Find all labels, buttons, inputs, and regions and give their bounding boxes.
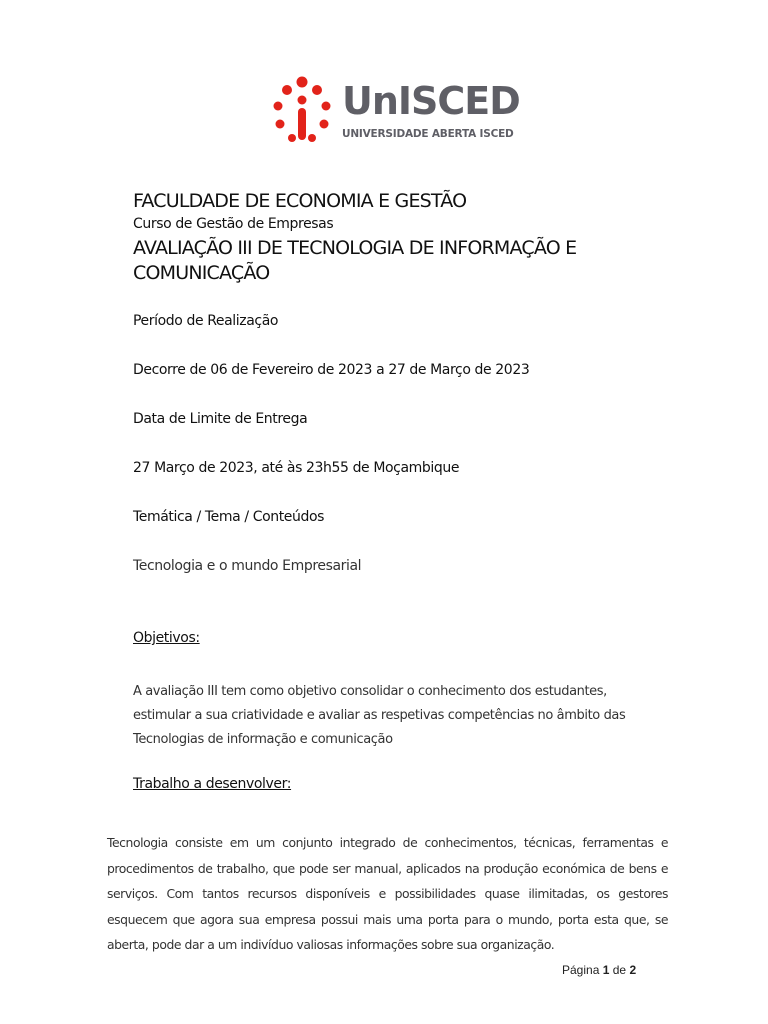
- period-label: Período de Realização: [133, 313, 279, 329]
- work-paragraph: Tecnologia consiste em um conjunto integrado de conhecimentos, técnicas, ferramentas e procedimentos de trabalho, que pode ser manual, aplicados na produção económica de bens e serviços. Com tantos recursos disponíveis e possibilidades quase ilimitadas, os gestores esquecem que agora sua empresa possui mais uma porta para o mundo, porta esta que, se aberta, pode dar a um indivíduo valiosas informações sobre sua organização.: [107, 835, 668, 953]
- work-heading: Trabalho a desenvolver:: [133, 776, 292, 792]
- course-name: Curso de Gestão de Empresas: [133, 216, 334, 232]
- deadline-value: 27 Março de 2023, até às 23h55 de Moçambique: [133, 460, 460, 476]
- theme-value: Tecnologia e o mundo Empresarial: [133, 558, 362, 574]
- logo-subtitle: UNIVERSIDADE ABERTA ISCED: [342, 128, 514, 140]
- objectives-heading: Objetivos:: [133, 630, 200, 646]
- page-word: Página: [562, 963, 600, 977]
- faculty-title: FACULDADE DE ECONOMIA E GESTÃO: [133, 190, 467, 212]
- period-value: Decorre de 06 de Fevereiro de 2023 a 27 de Março de 2023: [133, 362, 530, 378]
- logo-wordmark: UnISCED: [342, 79, 520, 123]
- assessment-title: AVALIAÇÃO III DE TECNOLOGIA DE INFORMAÇÃO E COMUNICAÇÃO: [133, 237, 577, 284]
- deadline-label: Data de Limite de Entrega: [133, 411, 308, 427]
- of-word: de: [612, 963, 627, 977]
- university-logo: [270, 76, 520, 148]
- page-total: 2: [629, 963, 637, 977]
- page-current: 1: [602, 963, 610, 977]
- logo-dots-icon: [270, 76, 334, 148]
- theme-label: Temática / Tema / Conteúdos: [133, 509, 325, 525]
- objectives-paragraph: A avaliação III tem como objetivo consolidar o conhecimento dos estudantes, estimular a sua criatividade e avaliar as respetivas competências no âmbito das Tecnologias de informação e comunicação: [133, 684, 626, 747]
- page-number: [562, 963, 636, 977]
